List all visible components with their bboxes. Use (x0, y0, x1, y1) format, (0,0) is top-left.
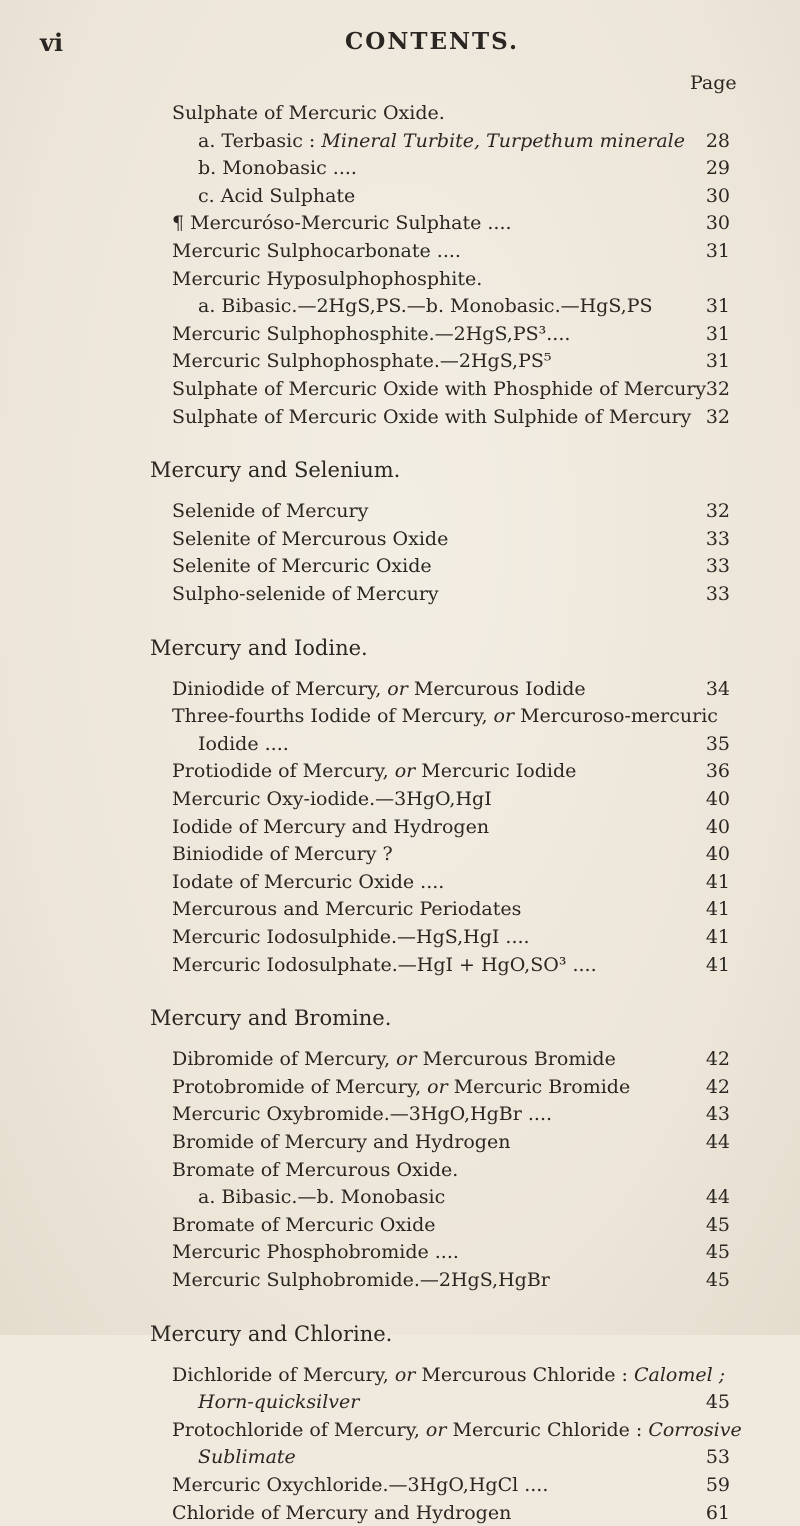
toc-entry-page: 33 (705, 527, 730, 550)
toc-entry-title: Three-fourths Iodide of Mercury, or Mercuroso-mercuric (172, 705, 718, 728)
toc-entry-page: 31 (705, 350, 730, 373)
toc-entry-title: Selenite of Mercurous Oxide (172, 527, 449, 550)
toc-entry (0, 210, 800, 236)
toc-entry (0, 896, 800, 922)
section-heading: Mercury and Bromine. (150, 1006, 392, 1031)
toc-entry (0, 526, 800, 552)
toc-entry (0, 814, 800, 840)
toc-entry (0, 1472, 800, 1498)
toc-entry (0, 841, 800, 867)
toc-entry-title: Diniodide of Mercury, or Mercurous Iodide (172, 677, 586, 700)
toc-entry-page: 30 (705, 184, 730, 207)
toc-entry-title: Iodide of Mercury and Hydrogen (172, 815, 490, 838)
toc-entry (0, 266, 800, 292)
toc-entry (0, 731, 800, 757)
toc-entry (0, 553, 800, 579)
toc-entry-page: 41 (705, 953, 730, 976)
toc-entry-title: b. Monobasic .... (198, 157, 357, 180)
toc-entry-title: Iodate of Mercuric Oxide .... (172, 870, 445, 893)
toc-entry (0, 155, 800, 181)
toc-entry-page: 45 (705, 1391, 730, 1414)
toc-entry-page: 36 (705, 760, 730, 783)
toc-entry-title: Bromide of Mercury and Hydrogen (172, 1131, 511, 1153)
toc-entry (0, 1157, 800, 1183)
toc-entry-title: Sulphate of Mercuric Oxide. (172, 102, 445, 124)
running-title: CONTENTS. (345, 28, 519, 55)
toc-entry-title: Mercuric Oxychloride.—3HgO,HgCl .... (172, 1474, 549, 1496)
toc-entry-title: Mercuric Sulphocarbonate .... (172, 240, 461, 262)
toc-entry-title: a. Bibasic.—2HgS,PS.—b. Monobasic.—HgS,PS (198, 295, 653, 318)
page-number-roman: vi (40, 28, 64, 57)
toc-entry-page: 40 (705, 843, 730, 866)
toc-entry-title: Protobromide of Mercury, or Mercuric Bromide (172, 1075, 631, 1098)
toc-entry-page: 45 (705, 1213, 730, 1236)
toc-entry-page: 41 (705, 898, 730, 921)
toc-entry-page: 40 (705, 815, 730, 838)
toc-entry-page: 53 (705, 1446, 730, 1469)
toc-entry-title: Biniodide of Mercury ? (172, 843, 393, 866)
toc-entry (0, 498, 800, 524)
toc-entry (0, 1500, 800, 1526)
toc-entry-title: Mercuric Sulphophosphite.—2HgS,PS³.... (172, 322, 571, 345)
toc-entry-title: Sublimate (198, 1446, 296, 1469)
toc-entry (0, 1239, 800, 1265)
section-heading: Mercury and Iodine. (150, 635, 368, 660)
toc-entry-page: 59 (705, 1474, 730, 1496)
toc-entry-title: Protochloride of Mercury, or Mercuric Chloride : Corrosive (172, 1418, 742, 1441)
toc-entry (0, 924, 800, 950)
toc-entry-page: 34 (705, 677, 730, 700)
toc-entry-page: 45 (705, 1241, 730, 1264)
toc-entry (0, 1267, 800, 1293)
toc-entry (0, 376, 800, 402)
toc-entry-title: Chloride of Mercury and Hydrogen (172, 1501, 512, 1524)
toc-entry (0, 1129, 800, 1155)
toc-entry-page: 29 (705, 157, 730, 180)
toc-entry (0, 293, 800, 319)
toc-entry-page: 30 (705, 212, 730, 235)
toc-entry-title: Horn-quicksilver (198, 1391, 360, 1414)
toc-entry-page: 45 (705, 1269, 730, 1291)
toc-entry-page: 32 (705, 378, 730, 400)
toc-entry-title: Mercuric Oxybromide.—3HgO,HgBr .... (172, 1103, 553, 1126)
toc-entry-title: Sulphate of Mercuric Oxide with Sulphide of Mercury (172, 405, 692, 428)
toc-entry (0, 1101, 800, 1127)
toc-entry (0, 869, 800, 895)
page-column-label: Page (690, 72, 737, 94)
toc-entry (0, 1362, 800, 1388)
toc-entry (0, 703, 800, 729)
toc-entry (0, 786, 800, 812)
toc-entry-title: Selenite of Mercuric Oxide (172, 555, 432, 578)
section-heading: Mercury and Chlorine. (150, 1321, 393, 1346)
toc-entry-title: a. Terbasic : Mineral Turbite, Turpethum minerale (198, 129, 685, 152)
toc-entry (0, 128, 800, 154)
toc-entry-page: 44 (705, 1131, 730, 1153)
toc-entry-page: 44 (705, 1186, 730, 1209)
toc-entry-page: 32 (705, 405, 730, 428)
toc-entry-page: 31 (705, 240, 730, 262)
toc-entry (0, 676, 800, 702)
toc-entry-title: Mercuric Phosphobromide .... (172, 1241, 459, 1264)
toc-entry-title: Mercurous and Mercuric Periodates (172, 898, 522, 921)
toc-entry-title: Sulphate of Mercuric Oxide with Phosphide of Mercury (172, 378, 707, 400)
toc-entry-title: Mercuric Sulphobromide.—2HgS,HgBr (172, 1269, 550, 1291)
toc-entry-title: Protiodide of Mercury, or Mercuric Iodide (172, 760, 577, 783)
toc-entry-title: Bromate of Mercuric Oxide (172, 1213, 436, 1236)
toc-entry-page: 42 (705, 1048, 730, 1071)
toc-entry (0, 238, 800, 264)
toc-entry-title: ¶ Mercuróso-Mercuric Sulphate .... (172, 212, 512, 235)
toc-entry-title: Dibromide of Mercury, or Mercurous Bromide (172, 1048, 616, 1071)
section-heading: Mercury and Selenium. (150, 458, 401, 483)
toc-entry-title: Mercuric Oxy-iodide.—3HgO,HgI (172, 788, 492, 810)
toc-entry-page: 31 (705, 295, 730, 318)
toc-entry-title: Mercuric Iodosulphate.—HgI + HgO,SO³ .... (172, 953, 597, 976)
page-header (0, 28, 800, 58)
toc-entry-title: Iodide .... (198, 732, 289, 755)
toc-entry (0, 1212, 800, 1238)
toc-entry (0, 1389, 800, 1415)
toc-entry-page: 61 (705, 1501, 730, 1524)
toc-entry (0, 1444, 800, 1470)
toc-entry (0, 581, 800, 607)
toc-entry-page: 43 (705, 1103, 730, 1126)
toc-entry-title: Dichloride of Mercury, or Mercurous Chloride : Calomel ; (172, 1363, 726, 1386)
toc-entry (0, 758, 800, 784)
toc-entry-title: Selenide of Mercury (172, 500, 369, 523)
toc-entry (0, 1074, 800, 1100)
toc-entry-title: Mercuric Sulphophosphate.—2HgS,PS⁵ (172, 350, 552, 373)
toc-entry (0, 1184, 800, 1210)
toc-entry (0, 183, 800, 209)
toc-entry-title: Mercuric Hyposulphophosphite. (172, 267, 483, 290)
toc-entry (0, 404, 800, 430)
toc-entry-title: Sulpho-selenide of Mercury (172, 583, 439, 605)
toc-entry (0, 952, 800, 978)
toc-entry (0, 348, 800, 374)
toc-entry-page: 41 (705, 870, 730, 893)
toc-entry-title: c. Acid Sulphate (198, 184, 356, 207)
toc-entry-page: 33 (705, 583, 730, 605)
toc-entry (0, 1046, 800, 1072)
toc-entry-page: 33 (705, 555, 730, 578)
toc-entry-page: 28 (705, 129, 730, 152)
toc-entry-page: 32 (705, 500, 730, 523)
toc-entry-page: 31 (705, 322, 730, 345)
toc-entry (0, 100, 800, 126)
toc-entry-title: a. Bibasic.—b. Monobasic (198, 1186, 446, 1209)
toc-entry-page: 40 (705, 788, 730, 810)
toc-entry (0, 321, 800, 347)
toc-entry-title: Mercuric Iodosulphide.—HgS,HgI .... (172, 926, 530, 948)
toc-entry-page: 41 (705, 926, 730, 948)
toc-entry-page: 35 (705, 732, 730, 755)
toc-entry (0, 1417, 800, 1443)
toc-entry-title: Bromate of Mercurous Oxide. (172, 1158, 459, 1181)
toc-entry-page: 42 (705, 1075, 730, 1098)
